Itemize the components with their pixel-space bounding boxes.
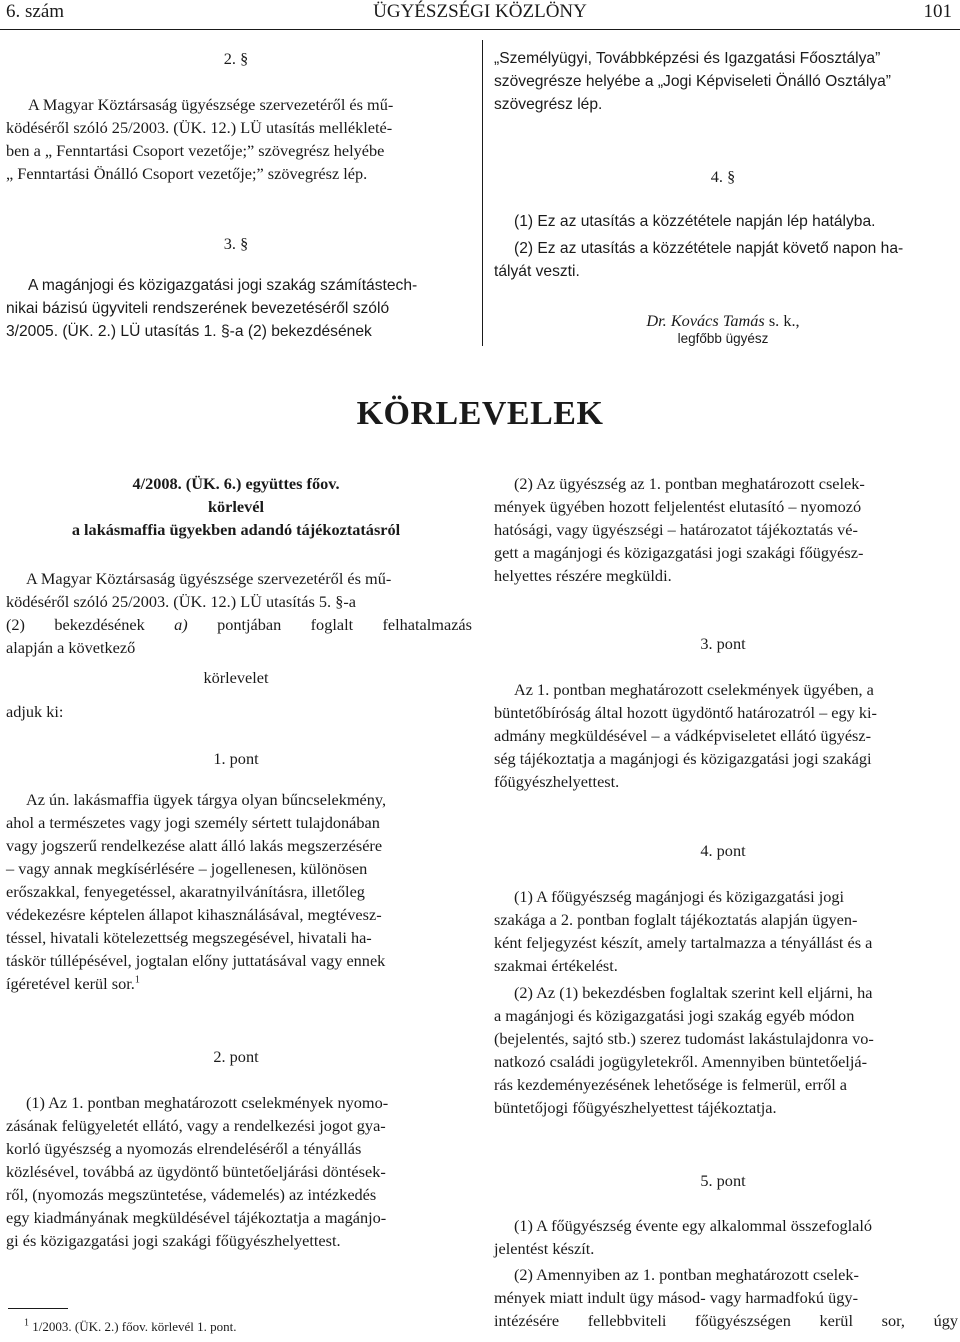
text-line: vagy jogszerű rendelkezése alatt álló lakás megszerzésére [6, 836, 383, 855]
text-line: hatósági, vagy ügyészségi – határozatot tájékoztatás vé- [494, 520, 858, 539]
pont-2-text [6, 1091, 472, 1252]
text-line: (1) Az 1. pontban meghatározott cselekmények nyomo- [26, 1093, 389, 1112]
section-4-text [494, 210, 958, 283]
footnote-number: 1 [24, 1317, 29, 1329]
footnote-rule [8, 1308, 68, 1309]
circular-intro [6, 567, 472, 659]
pont-1-text [6, 788, 472, 995]
signer-name: Dr. Kovács Tamás [646, 311, 765, 330]
issue-number: 6. szám [6, 1, 65, 22]
signer [486, 309, 960, 332]
text-line: tályát veszti. [494, 263, 580, 280]
section-title: KÖRLEVELEK [356, 395, 604, 432]
footnote [24, 1318, 237, 1336]
section-3-text [6, 274, 472, 343]
text-line: jelentést készít. [494, 1239, 595, 1258]
text-line: (1) Ez az utasítás a közzététele napján lép hatályba. [514, 213, 876, 230]
section-4-heading: 4. § [710, 167, 736, 186]
text-line: ként feljegyzést készít, amely tartalmazza a tényállást és a [494, 933, 873, 952]
text-line: A magánjogi és közigazgatási jogi szakág számítástech- [28, 277, 418, 294]
pont-3-text [494, 678, 958, 793]
pont-5-para-2 [494, 1263, 958, 1332]
pont-4-heading: 4. pont [700, 841, 746, 860]
text-line: Az 1. pontban meghatározott cselekmények ügyében, a [514, 680, 874, 699]
text-line: (1) A főügyészség évente egy alkalommal összefoglaló [514, 1216, 873, 1235]
text-line: gett a magánjogi és közigazgatási jogi szakági főügyész- [494, 543, 864, 562]
text-line: büntetőjogi főügyészhelyettest tájékoztatja. [494, 1098, 777, 1117]
text-line: egy kiadmányának megküldésével tájékoztatja a magánjo- [6, 1208, 387, 1227]
text-line: intézésére fellebbviteli főügyészségen kerül sor, úgy [494, 1311, 958, 1330]
text-line: mények ügyében hozott feljelentést elutasító – nyomozó [494, 497, 862, 516]
text-line: 3/2005. (ÜK. 2.) LÜ utasítás 1. §-a (2) bekezdésének [6, 323, 372, 340]
text-line: A Magyar Köztársaság ügyészsége szervezetéről és mű- [26, 569, 392, 588]
pont-5-para-1 [494, 1214, 958, 1260]
text-line: szövegrésze helyébe a „Jogi Képviseleti Önálló Osztálya” [494, 73, 891, 90]
text-line: erőszakkal, fenyegetéssel, akaratnyilvánításra, illetőleg [6, 882, 365, 901]
footnote-reference[interactable]: 1 [134, 974, 140, 986]
pont-4-para-1 [494, 885, 958, 977]
circular-subject: a lakásmaffia ügyekben adandó tájékoztatásról [71, 520, 401, 539]
text-line: „ Fenntartási Önálló Csoport vezetője;” szövegrész lép. [6, 164, 368, 183]
text-line: főügyészhelyettest. [494, 772, 620, 791]
text-line: zásának felügyeletét ellátó, vagy a rendelkezési jogot gya- [6, 1116, 386, 1135]
text-line: alapján a következő [6, 638, 136, 657]
text-line: korló ügyészség a nyomozás elrendeléséről a tényállás [6, 1139, 362, 1158]
pont-5-heading: 5. pont [700, 1171, 746, 1190]
korlevelet-label: körlevelet [203, 668, 269, 687]
text-line: – vagy annak megkísérlésére – jogellenesen, különösen [6, 859, 368, 878]
text-line: ígéretével kerül sor. [6, 974, 135, 993]
pont-1-para-2 [494, 472, 958, 587]
text-line: táskör túllépésével, jogtalan előny juttatásával vagy ennek [6, 951, 386, 970]
text-line: admány megküldésével – a vádképviseletet ellátó ügyész- [494, 726, 872, 745]
text-line: rás kezdeményezésének lehetősége is felmerül, erről a [494, 1075, 848, 1094]
text-line: ről, (nyomozás megszüntetése, vádemelés) az intézkedés [6, 1185, 377, 1204]
section-2-heading: 2. § [223, 49, 249, 68]
pont-4-para-2 [494, 981, 958, 1119]
continuation-text [494, 47, 958, 116]
footnote-text: 1/2003. (ÜK. 2.) főov. körlevél 1. pont. [32, 1319, 237, 1334]
text-line: nikai bázisú ügyviteli rendszerének bevezetéséről szóló [6, 300, 390, 317]
section-3-heading: 3. § [223, 234, 249, 253]
text-line: szakmai értékelést. [494, 956, 618, 975]
pont-1-heading: 1. pont [213, 749, 259, 768]
journal-title: ÜGYÉSZSÉGI KÖZLÖNY [373, 1, 587, 22]
text-line: ség tájékoztatja a magánjogi és közigazgatási jogi szakági [494, 749, 872, 768]
text-line-italic: a) [174, 615, 188, 634]
circular-number: 4/2008. (ÜK. 6.) együttes főov. [132, 474, 340, 493]
adjuk-ki-label: adjuk ki: [6, 702, 64, 721]
section-2-text [6, 93, 472, 185]
text-line: a magánjogi és közigazgatási jogi szakág egyéb módon [494, 1006, 855, 1025]
circular-type: körlevél [207, 497, 265, 516]
pont-2-heading: 2. pont [213, 1047, 259, 1066]
text-line: (2) Az (1) bekezdésben foglaltak szerint kell eljárni, ha [514, 983, 873, 1002]
text-line: védekezésre képtelen állapot kihasználásával, megtévesz- [6, 905, 382, 924]
text-line: büntetőbíróság által hozott ügydöntő határozatról – egy ki- [494, 703, 877, 722]
text-line: mények miatt indult ügy másod- vagy harmadfokú ügy- [494, 1288, 858, 1307]
text-line [6, 972, 472, 995]
text-line: ködéséről szóló 25/2003. (ÜK. 12.) LÜ utasítás 5. §-a [6, 592, 356, 611]
text-line: (bejelentés, sajtó stb.) szerez tudomást lakástulajdonra vo- [494, 1029, 874, 1048]
text-line: gi és közigazgatási jogi szakági főügyészhelyettest. [6, 1231, 341, 1250]
text-line: natkozó családi jogügyletekről. Amennyiben büntetőeljá- [494, 1052, 868, 1071]
text-line: (2) bekezdésének [6, 615, 145, 634]
text-line: (2) Ez az utasítás a közzététele napját követő napon ha- [514, 240, 904, 257]
text-line: (1) A főügyészség magánjogi és közigazgatási jogi [514, 887, 845, 906]
text-line: szövegrész lép. [494, 96, 603, 113]
text-line: A Magyar Köztársaság ügyészsége szervezetéről és mű- [28, 95, 394, 114]
text-line [6, 613, 472, 636]
text-line: ahol a természetes vagy jogi személy sértett tulajdonában [6, 813, 380, 832]
text-line: Az ún. lakásmaffia ügyek tárgya olyan bűncselekmény, [26, 790, 387, 809]
text-line: szakága a 2. pontban foglalt tájékoztatás alapján ügyen- [494, 910, 858, 929]
text-line: közlésével, továbbá az ügydöntő büntetőeljárási döntések- [6, 1162, 386, 1181]
signer-title: legfőbb ügyész [677, 331, 769, 346]
text-line: téssel, hivatali kötelezettség megszegésével, hivatali ha- [6, 928, 372, 947]
text-line: „Személyügyi, Továbbképzési és Igazgatási Főosztálya” [494, 50, 881, 67]
page-number: 101 [923, 1, 952, 22]
header-rule [0, 29, 960, 30]
text-line: (2) Az ügyészség az 1. pontban meghatározott cselek- [514, 474, 865, 493]
text-line: ben a „ Fenntartási Csoport vezetője;” szövegrész helyébe [6, 141, 385, 160]
text-line: helyettes részére megküldi. [494, 566, 672, 585]
pont-3-heading: 3. pont [700, 634, 746, 653]
text-line: (2) Amennyiben az 1. pontban meghatározott cselek- [514, 1265, 859, 1284]
text-line: pontjában foglalt felhatalmazás [217, 615, 472, 634]
signer-suffix: s. k., [764, 311, 800, 330]
column-divider [482, 40, 483, 346]
text-line: ködéséről szóló 25/2003. (ÜK. 12.) LÜ utasítás mellékleté- [6, 118, 393, 137]
